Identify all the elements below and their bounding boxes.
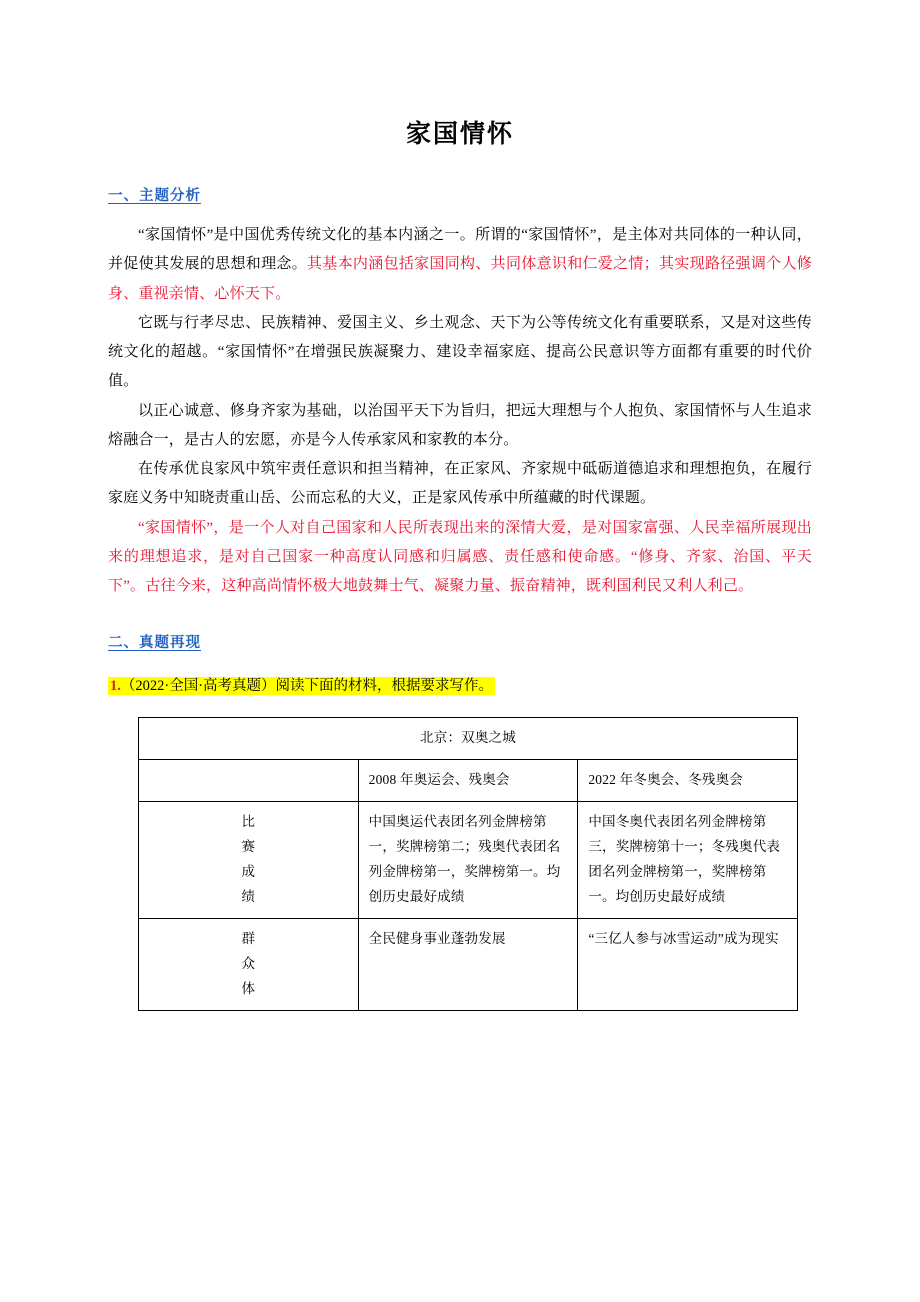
exam-prompt-text: （2022·全国·高考真题）阅读下面的材料，根据要求写作。: [120, 678, 494, 695]
table-title-cell: 北京：双奥之城: [139, 717, 798, 759]
section-heading-exam: 二、真题再现: [108, 635, 201, 652]
cell-results-2008: 中国奥运代表团名列金牌榜第一，奖牌榜第二；残奥代表团名列金牌榜第一，奖牌榜第一。均创历史最好成绩: [358, 801, 578, 918]
paragraph-4: 在传承优良家风中筑牢责任意识和担当精神，在正家风、齐家规中砥砺道德追求和理想抱负，在履行家庭义务中知晓责重山岳、公而忘私的大义，正是家风传承中所蕴藏的时代课题。: [108, 461, 812, 507]
exam-prompt-number: 1.: [110, 678, 121, 695]
row-label-results-text: 比赛成绩: [241, 813, 256, 904]
paragraph-1-red-text: 其基本内涵包括家国同构、共同体意识和仁爱之情；其实现路径强调个人修身、重视亲情、心怀天下。: [108, 256, 812, 302]
table-header-2022: 2022 年冬奥会、冬残奥会: [578, 759, 798, 801]
exam-prompt-highlight: [108, 677, 495, 695]
table-row-headers: [139, 759, 798, 801]
table-row-title: [139, 717, 798, 759]
table-row: [139, 918, 798, 1010]
cell-results-2022: 中国冬奥代表团名列金牌榜第三，奖牌榜第十一；冬残奥代表团名列金牌榜第一，奖牌榜第一。均创历史最好成绩: [578, 801, 798, 918]
paragraph-1-text: “家国情怀”是中国优秀传统文化的基本内涵之一。所谓的“家国情怀”，是主体对共同体的一种认同，并促使其发展的思想和理念。: [108, 227, 812, 273]
paragraph-3: 以正心诚意、修身齐家为基础，以治国平天下为旨归，把远大理想与个人抱负、家国情怀与人生追求熔融合一，是古人的宏愿，亦是今人传承家风和家教的本分。: [108, 402, 812, 448]
table-header-2008: 2008 年奥运会、残奥会: [358, 759, 578, 801]
exam-prompt: [108, 674, 495, 699]
table-header-blank: [139, 759, 359, 801]
paragraph-5-red: “家国情怀”，是一个人对自己国家和人民所表现出来的深情大爱，是对国家富强、人民幸福所展现出来的理想追求，是对自己国家一种高度认同感和归属感、责任感和使命感。“修身、齐家、治国、平天下”。古往今来，这种高尚情怀极大地鼓舞士气、凝聚力量、振奋精神，既利国利民又利人利己。: [108, 519, 812, 594]
section-heading-analysis: 一、主题分析: [108, 188, 201, 204]
row-label-public-text: 群众体: [241, 930, 256, 996]
paragraph-1: [108, 221, 812, 309]
cell-public-2008: 全民健身事业蓬勃发展: [358, 918, 578, 1010]
row-label-public: [139, 918, 359, 1010]
row-label-results: [139, 801, 359, 918]
cell-public-2022: “三亿人参与冰雪运动”成为现实: [578, 918, 798, 1010]
paragraph-2: 它既与行孝尽忠、民族精神、爱国主义、乡土观念、天下为公等传统文化有重要联系，又是对这些传统文化的超越。“家国情怀”在增强民族凝聚力、建设幸福家庭、提高公民意识等方面都有重要的时代价值。: [108, 314, 812, 390]
page-title: 家国情怀: [405, 119, 514, 148]
table-row: [139, 801, 798, 918]
material-table: [138, 717, 798, 1011]
